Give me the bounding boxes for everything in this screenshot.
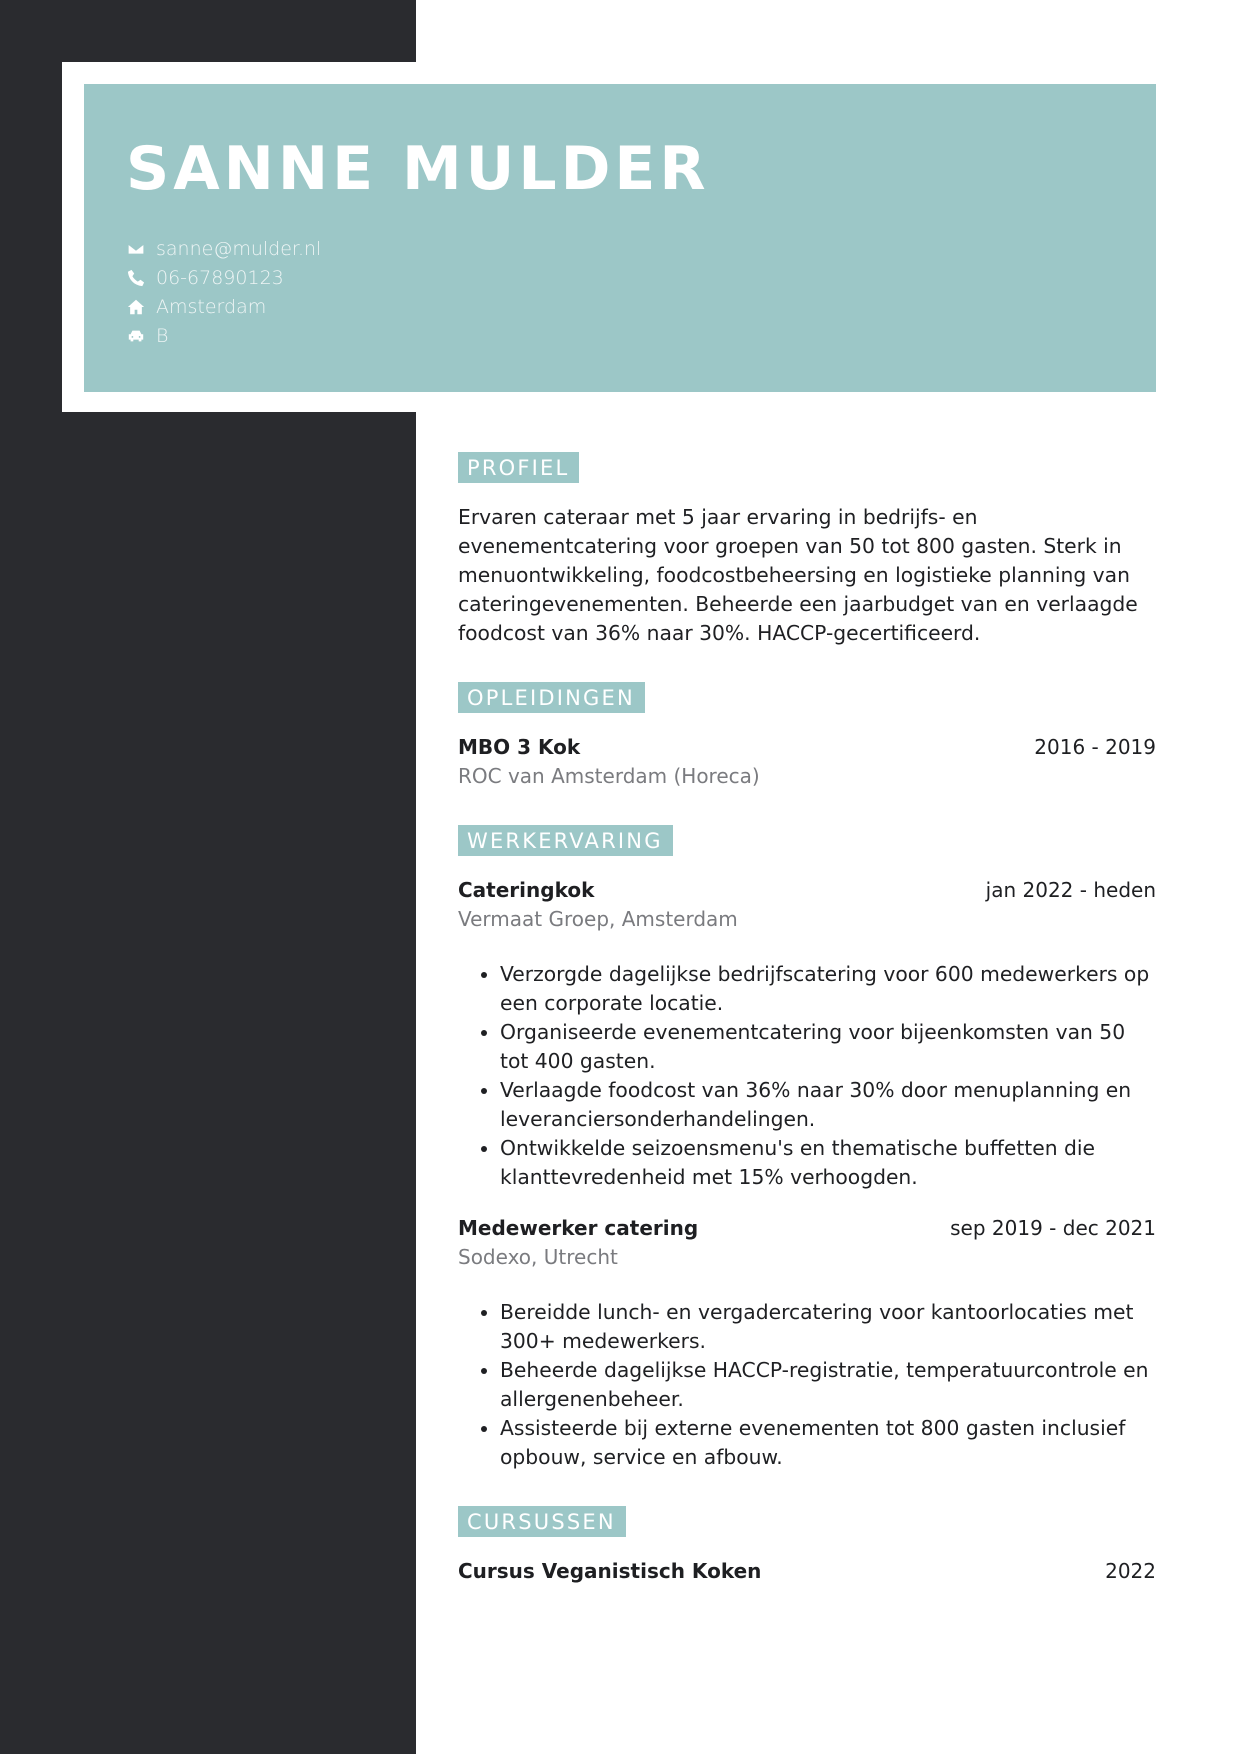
envelope-icon xyxy=(126,239,146,259)
experience-heading: WERKERVARING xyxy=(458,825,673,856)
list-item: • Verlaagde foodcost van 36% naar 30% door menuplanning en leveranciersonderhandelingen. xyxy=(500,1076,1156,1134)
job-title: Medewerker catering xyxy=(458,1216,699,1240)
experience-entry xyxy=(458,1214,1156,1472)
education-heading: OPLEIDINGEN xyxy=(458,682,645,713)
contact-license-value: B xyxy=(156,324,169,347)
job-date: sep 2019 - dec 2021 xyxy=(950,1216,1156,1240)
education-entry xyxy=(458,733,1156,791)
list-item: • Beheerde dagelijkse HACCP-registratie, temperatuurcontrole en allergenenbeheer. xyxy=(500,1356,1156,1414)
main-content xyxy=(458,452,1156,1620)
home-icon xyxy=(126,297,146,317)
list-item: • Ontwikkelde seizoensmenu's en thematische buffetten die klanttevredenheid met 15% verhoogden. xyxy=(500,1134,1156,1192)
car-icon xyxy=(126,326,146,346)
section-education xyxy=(458,682,1156,791)
job-bullets xyxy=(458,1298,1156,1472)
header xyxy=(84,84,1156,392)
education-institution: ROC van Amsterdam (Horeca) xyxy=(458,764,760,788)
education-title: MBO 3 Kok xyxy=(458,735,581,759)
job-date: jan 2022 - heden xyxy=(985,878,1156,902)
job-company: Vermaat Groep, Amsterdam xyxy=(458,907,738,931)
job-company: Sodexo, Utrecht xyxy=(458,1245,618,1269)
section-courses xyxy=(458,1506,1156,1586)
contact-phone xyxy=(126,263,1114,292)
section-profile xyxy=(458,452,1156,648)
course-entry-row xyxy=(458,1557,1156,1586)
education-entry-row xyxy=(458,733,1156,762)
list-item: • Assisteerde bij externe evenementen tot 800 gasten inclusief opbouw, service en afbouw. xyxy=(500,1414,1156,1472)
course-title: Cursus Veganistisch Koken xyxy=(458,1559,762,1583)
education-date: 2016 - 2019 xyxy=(1034,735,1156,759)
course-entry xyxy=(458,1557,1156,1586)
contact-location xyxy=(126,292,1114,321)
experience-entry-row xyxy=(458,876,1156,905)
section-experience xyxy=(458,825,1156,1472)
phone-icon xyxy=(126,268,146,288)
contact-phone-value: 06-67890123 xyxy=(156,266,284,289)
list-item: • Verzorgde dagelijkse bedrijfscatering voor 600 medewerkers op een corporate locatie. xyxy=(500,960,1156,1018)
job-bullets xyxy=(458,960,1156,1192)
course-date: 2022 xyxy=(1105,1559,1156,1583)
candidate-name: SANNE MULDER xyxy=(126,134,710,204)
profile-heading: PROFIEL xyxy=(458,452,579,483)
experience-entry xyxy=(458,876,1156,1192)
contact-location-value: Amsterdam xyxy=(156,295,267,318)
list-item: • Organiseerde evenementcatering voor bijeenkomsten van 50 tot 400 gasten. xyxy=(500,1018,1156,1076)
contact-list xyxy=(126,234,1114,350)
contact-email xyxy=(126,234,1114,263)
profile-text: Ervaren cateraar met 5 jaar ervaring in bedrijfs- en evenementcatering voor groepen van 50 tot 800 gasten. Sterk in menuontwikkeling, foodcostbeheersing en logistieke planning van cateringevenementen. Beheerde een jaarbudget van en verlaagde foodcost van 36% naar 30%. HACCP-gecertificeerd. xyxy=(458,505,1138,645)
job-title: Cateringkok xyxy=(458,878,595,902)
contact-license xyxy=(126,321,1114,350)
courses-heading: CURSUSSEN xyxy=(458,1506,626,1537)
experience-entry-row xyxy=(458,1214,1156,1243)
contact-email-value: sanne@mulder.nl xyxy=(156,237,322,260)
list-item: • Bereidde lunch- en vergadercatering voor kantoorlocaties met 300+ medewerkers. xyxy=(500,1298,1156,1356)
